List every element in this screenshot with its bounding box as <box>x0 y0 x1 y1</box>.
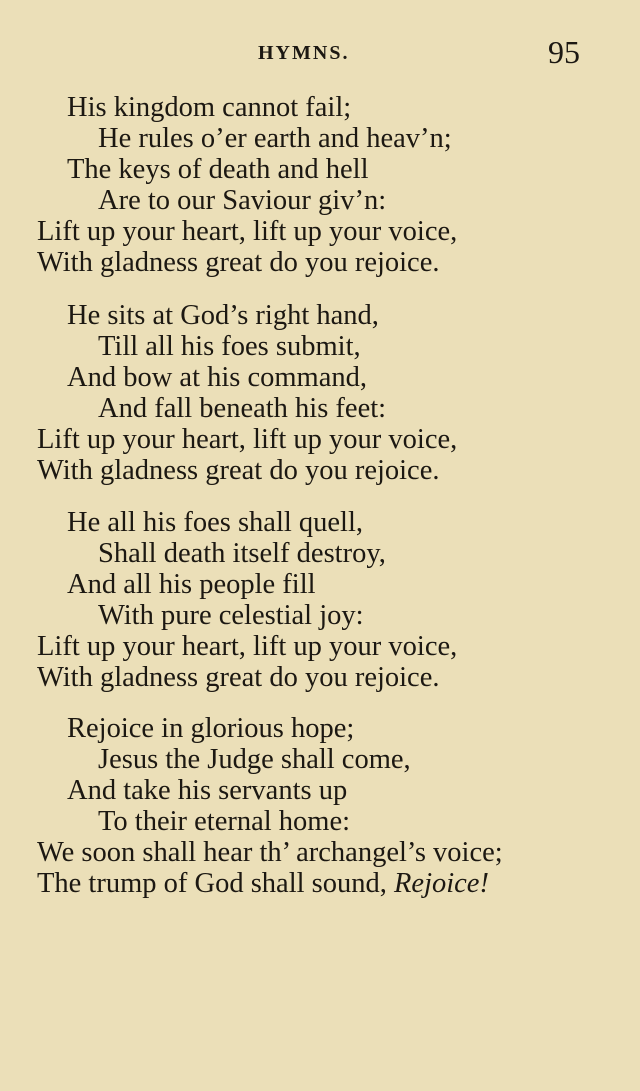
verse-line: Till all his foes submit, <box>98 331 361 362</box>
verse-line: The keys of death and hell <box>67 154 369 185</box>
verse-line: With pure celestial joy: <box>98 600 364 631</box>
verse-line: Jesus the Judge shall come, <box>98 744 411 775</box>
verse-line: Are to our Saviour giv’n: <box>98 185 387 216</box>
verse-line: And take his servants up <box>67 775 348 806</box>
refrain-line: We soon shall hear th’ archangel’s voice; <box>37 837 503 868</box>
final-line-text: The trump of God shall sound, <box>37 868 387 899</box>
refrain-line: With gladness great do you rejoice. <box>37 662 440 693</box>
running-head <box>0 34 640 74</box>
final-emphasis: Rejoice! <box>394 868 489 899</box>
verse-line: To their eternal home: <box>98 806 351 837</box>
final-line <box>37 868 489 899</box>
page-number: 95 <box>548 34 580 70</box>
refrain-line: Lift up your heart, lift up your voice, <box>37 216 458 247</box>
verse-line: He rules o’er earth and heav’n; <box>98 123 452 154</box>
refrain-line: With gladness great do you rejoice. <box>37 455 440 486</box>
verse-line: He sits at God’s right hand, <box>67 300 379 331</box>
verse-line: Rejoice in glorious hope; <box>67 713 355 744</box>
verse-line: And fall beneath his feet: <box>98 393 387 424</box>
verse-line: And all his people fill <box>67 569 316 600</box>
refrain-line: Lift up your heart, lift up your voice, <box>37 424 458 455</box>
verse-line: And bow at his command, <box>67 362 368 393</box>
verse-line: His kingdom cannot fail; <box>67 92 352 123</box>
verse-line: Shall death itself destroy, <box>98 538 386 569</box>
running-title: HYMNS. <box>258 42 350 64</box>
refrain-line: With gladness great do you rejoice. <box>37 247 440 278</box>
verse-line: He all his foes shall quell, <box>67 507 364 538</box>
refrain-line: Lift up your heart, lift up your voice, <box>37 631 458 662</box>
